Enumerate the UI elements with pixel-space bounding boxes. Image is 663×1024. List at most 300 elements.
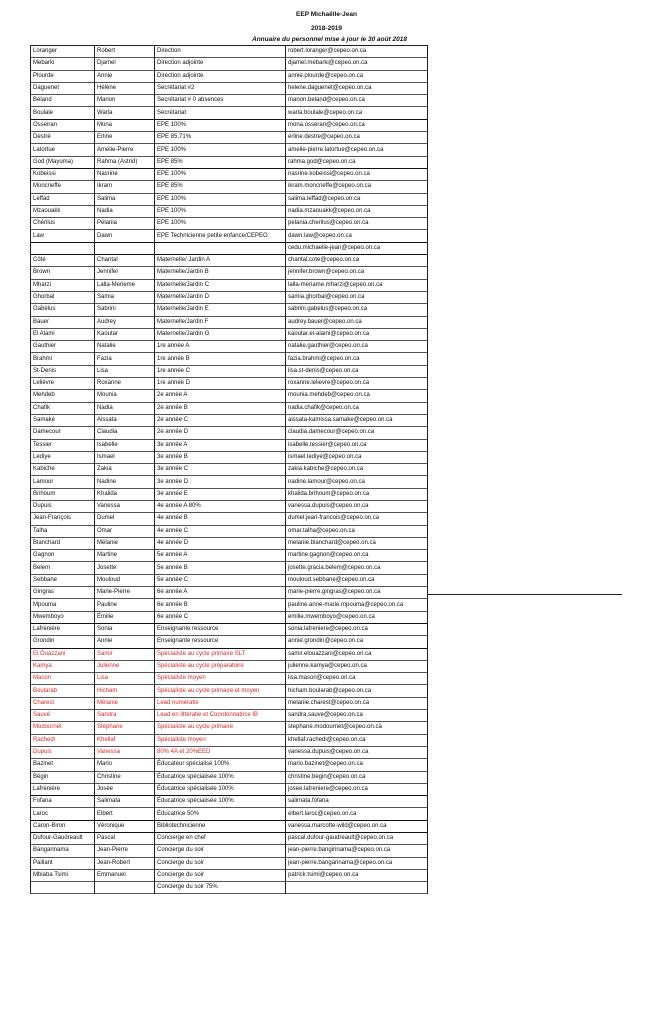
first-name-cell: Jean-Robert [95, 857, 155, 869]
table-row [31, 267, 428, 279]
table-row [31, 328, 428, 340]
last-name-cell: Bangarinama [31, 845, 95, 857]
table-row [31, 722, 428, 734]
role-cell: EPE 100% [155, 193, 286, 205]
role-cell: 4e année C [155, 525, 286, 537]
table-row [31, 697, 428, 709]
role-cell: EPE 85% [155, 156, 286, 168]
email-cell: lisa.mason@cepeo.on.ca [286, 673, 428, 685]
email-cell: mounia.mehdeb@cepeo.on.ca [286, 390, 428, 402]
last-name-cell: Mpouma [31, 599, 95, 611]
last-name-cell: Chérilus [31, 218, 95, 230]
table-row [31, 513, 428, 525]
email-cell: manon.beland@cepeo.on.ca [286, 95, 428, 107]
email-cell: khellaf.rachedi@cepeo.on.ca [286, 734, 428, 746]
table-row [31, 685, 428, 697]
role-cell: EPE Technicienne petite enfance/CEPEO [155, 230, 286, 242]
email-cell: aissata-kamissa.samake@cepeo.on.ca [286, 414, 428, 426]
email-cell: pelania.cherilus@cepeo.on.ca [286, 218, 428, 230]
last-name-cell [31, 242, 95, 254]
table-row [31, 771, 428, 783]
role-cell: Maternelle/Jardin B [155, 267, 286, 279]
table-row [31, 414, 428, 426]
role-cell: Concierge du soir [155, 857, 286, 869]
email-cell: salimata.fofana [286, 796, 428, 808]
first-name-cell: Natalie [95, 341, 155, 353]
email-cell: lalla-meriame.mharzi@cepeo.on.ca [286, 279, 428, 291]
role-cell: 1re année D [155, 378, 286, 390]
role-cell: Secrétariat # 0 absences [155, 95, 286, 107]
staff-directory-table [30, 45, 428, 894]
email-cell: stephane.modournet@cepeo.on.ca [286, 722, 428, 734]
email-cell: audrey.bauer@cepeo.on.ca [286, 316, 428, 328]
role-cell: EPE 100% [155, 218, 286, 230]
table-row [31, 181, 428, 193]
table-row [31, 857, 428, 869]
role-cell: Direction adjointe [155, 70, 286, 82]
first-name-cell: Hélène [95, 82, 155, 94]
role-cell: Spécialiste au cycle primaire et moyen [155, 685, 286, 697]
email-cell: erline.destre@cepeo.on.ca [286, 132, 428, 144]
table-row [31, 833, 428, 845]
table-row [31, 402, 428, 414]
table-row [31, 623, 428, 635]
email-cell: hicham.boularab@cepeo.on.ca [286, 685, 428, 697]
table-row [31, 783, 428, 795]
email-cell: helene.daguenet@cepeo.on.ca [286, 82, 428, 94]
role-cell: EPE 85% [155, 181, 286, 193]
last-name-cell: Lelièvre [31, 378, 95, 390]
first-name-cell [95, 242, 155, 254]
role-cell: Spécialiste au cycle préparatoire [155, 660, 286, 672]
role-cell: 3e année B [155, 451, 286, 463]
email-cell: nasrine.kobeissi@cepeo.on.ca [286, 168, 428, 180]
email-cell: jean-pierre.bangirinama@cepeo.on.ca [286, 845, 428, 857]
role-cell: Maternelle/Jardin D [155, 291, 286, 303]
last-name-cell: Moncrieffe [31, 181, 95, 193]
last-name-cell: Sebbane [31, 574, 95, 586]
first-name-cell: Stéphane [95, 722, 155, 734]
role-cell: Concierge du soir 75% [155, 882, 286, 894]
first-name-cell: Nadia [95, 205, 155, 217]
email-cell: sandra.sauve@cepeo.on.ca [286, 710, 428, 722]
first-name-cell: Nadine [95, 476, 155, 488]
last-name-cell: Sauvé [31, 710, 95, 722]
table-row [31, 378, 428, 390]
last-name-cell: Law [31, 230, 95, 242]
school-title: EEP Michaëlle-Jean [296, 11, 357, 18]
last-name-cell: Kabiche [31, 464, 95, 476]
email-cell: christine.begin@cepeo.on.ca [286, 771, 428, 783]
email-cell: marie-pierre.gingras@cepeo.on.ca [286, 587, 428, 599]
table-row [31, 525, 428, 537]
first-name-cell: Robert [95, 46, 155, 58]
email-cell: natalie.gauthier@cepeo.on.ca [286, 341, 428, 353]
last-name-cell: Lafrenière [31, 783, 95, 795]
role-cell: EPE 100% [155, 168, 286, 180]
last-name-cell: Mbiaba Tsimi [31, 869, 95, 881]
last-name-cell: Gingras [31, 587, 95, 599]
first-name-cell: Sabrini [95, 304, 155, 316]
role-cell: Éducatrice spécialisée 100% [155, 771, 286, 783]
table-row [31, 242, 428, 254]
first-name-cell: Lisa [95, 673, 155, 685]
last-name-cell: Jean-François [31, 513, 95, 525]
email-cell: amelie-pierre.latortue@cepeo.on.ca [286, 144, 428, 156]
table-row [31, 156, 428, 168]
role-cell: 4e année B [155, 513, 286, 525]
table-row [31, 574, 428, 586]
last-name-cell: Bazinet [31, 759, 95, 771]
last-name-cell: Lamour [31, 476, 95, 488]
last-name-cell: Grondin [31, 636, 95, 648]
table-row [31, 304, 428, 316]
table-row [31, 845, 428, 857]
last-name-cell: Brahmi [31, 353, 95, 365]
first-name-cell: Chantal [95, 255, 155, 267]
first-name-cell: Khalida [95, 488, 155, 500]
table-row [31, 734, 428, 746]
email-cell: cedu.michaelle-jean@cepeo.on.ca [286, 242, 428, 254]
table-row [31, 796, 428, 808]
role-cell: 6e année A [155, 587, 286, 599]
first-name-cell: Pauline [95, 599, 155, 611]
first-name-cell: Vanessa [95, 746, 155, 758]
last-name-cell: Boularab [31, 685, 95, 697]
role-cell: Éducatrice 50% [155, 808, 286, 820]
table-row [31, 636, 428, 648]
directory-subtitle: Annuaire du personnel mise à jour le 30 août 2018 [252, 36, 407, 43]
table-row [31, 353, 428, 365]
first-name-cell: Pascal [95, 833, 155, 845]
email-cell: nadine.lamour@cepeo.on.ca [286, 476, 428, 488]
email-cell: mouloud.sebbane@cepeo.on.ca [286, 574, 428, 586]
role-cell: 2e année C [155, 414, 286, 426]
email-cell: salima.leffad@cepeo.on.ca [286, 193, 428, 205]
email-cell: annie.grondin@cepeo.on.ca [286, 636, 428, 648]
last-name-cell: Rachedi [31, 734, 95, 746]
role-cell: EPE 100% [155, 144, 286, 156]
role-cell: 2e année A [155, 390, 286, 402]
email-cell: pascal.dufour-gaudreault@cepeo.on.ca [286, 833, 428, 845]
table-row [31, 439, 428, 451]
table-row [31, 882, 428, 894]
email-cell: annie.plourde@cepeo.on.ca [286, 70, 428, 82]
first-name-cell: Claudia [95, 427, 155, 439]
last-name-cell: Paillant [31, 857, 95, 869]
last-name-cell: Kobeissi [31, 168, 95, 180]
first-name-cell: Isabelle [95, 439, 155, 451]
email-cell: josee.lafreniere@cepeo.on.ca [286, 783, 428, 795]
role-cell: 5e année C [155, 574, 286, 586]
last-name-cell: Blanchard [31, 537, 95, 549]
email-cell: khalida.brihoum@cepeo.on.ca [286, 488, 428, 500]
first-name-cell: Ismael [95, 451, 155, 463]
last-name-cell: Laroc [31, 808, 95, 820]
table-row [31, 132, 428, 144]
table-row [31, 820, 428, 832]
table-row [31, 193, 428, 205]
table-row [31, 537, 428, 549]
email-cell: mario.bazinet@cepeo.on.ca [286, 759, 428, 771]
role-cell: Concierge du soir [155, 869, 286, 881]
role-cell: 6e année C [155, 611, 286, 623]
first-name-cell: Amélie-Pierre [95, 144, 155, 156]
email-cell: vanessa.marcotte-wild@cepeo.on.ca [286, 820, 428, 832]
table-row [31, 451, 428, 463]
first-name-cell: Elbert [95, 808, 155, 820]
table-row [31, 255, 428, 267]
last-name-cell: St-Denis [31, 365, 95, 377]
role-cell: 3e année D [155, 476, 286, 488]
table-row [31, 168, 428, 180]
table-row [31, 316, 428, 328]
email-cell: samir.elouazzani@cepeo.on.ca [286, 648, 428, 660]
first-name-cell: Josée [95, 783, 155, 795]
first-name-cell: Kaoutar [95, 328, 155, 340]
last-name-cell: Gauthier [31, 341, 95, 353]
first-name-cell: Mouloud [95, 574, 155, 586]
table-row [31, 759, 428, 771]
email-cell: melanie.charest@cepeo.on.ca [286, 697, 428, 709]
first-name-cell: Rahma (Astrid) [95, 156, 155, 168]
first-name-cell: Emmanuel [95, 869, 155, 881]
last-name-cell: Brown [31, 267, 95, 279]
last-name-cell: Bégin [31, 771, 95, 783]
last-name-cell: Ghorbal [31, 291, 95, 303]
table-row [31, 562, 428, 574]
school-year: 2018-2019 [310, 25, 343, 32]
email-cell: samia.ghorbal@cepeo.on.ca [286, 291, 428, 303]
table-row [31, 869, 428, 881]
last-name-cell: Béland [31, 95, 95, 107]
first-name-cell: Mario [95, 759, 155, 771]
last-name-cell: Dupuis [31, 746, 95, 758]
table-row [31, 500, 428, 512]
first-name-cell: Vanessa [95, 500, 155, 512]
role-cell: Concierge en chef [155, 833, 286, 845]
last-name-cell: Boulale [31, 107, 95, 119]
table-row [31, 427, 428, 439]
email-cell: fazia.brahmi@cepeo.on.ca [286, 353, 428, 365]
first-name-cell: Mounia [95, 390, 155, 402]
last-name-cell: Gabélus [31, 304, 95, 316]
role-cell: EPE 100% [155, 119, 286, 131]
email-cell: zakia.kabiche@cepeo.on.ca [286, 464, 428, 476]
last-name-cell: Dufour-Gaudreault [31, 833, 95, 845]
first-name-cell: Lisa [95, 365, 155, 377]
email-cell: emilie.mwemboyo@cepeo.on.ca [286, 611, 428, 623]
first-name-cell: Christine [95, 771, 155, 783]
last-name-cell: Gagnon [31, 550, 95, 562]
role-cell: 2e année B [155, 402, 286, 414]
last-name-cell: Caron-Biron [31, 820, 95, 832]
first-name-cell: Pélania [95, 218, 155, 230]
role-cell: EPE 100% [155, 205, 286, 217]
first-name-cell: Julienne [95, 660, 155, 672]
first-name-cell: Sandra [95, 710, 155, 722]
first-name-cell: Fazia [95, 353, 155, 365]
email-cell: lisa.st-denis@cepeo.on.ca [286, 365, 428, 377]
role-cell: Concierge du soir [155, 845, 286, 857]
table-row [31, 365, 428, 377]
last-name-cell: Mehdeb [31, 390, 95, 402]
table-row [31, 673, 428, 685]
role-cell: Enseignante ressource [155, 623, 286, 635]
email-cell: rahma.god@cepeo.on.ca [286, 156, 428, 168]
role-cell: 4e année D [155, 537, 286, 549]
role-cell: Spécialiste au cycle primaire SLT [155, 648, 286, 660]
last-name-cell: Tessier [31, 439, 95, 451]
email-cell: dawn.law@cepeo.on.ca [286, 230, 428, 242]
first-name-cell: Khellaf [95, 734, 155, 746]
last-name-cell: Mebarki [31, 58, 95, 70]
first-name-cell: Martine [95, 550, 155, 562]
role-cell: Maternelle/Jardin G [155, 328, 286, 340]
first-name-cell: Émilie [95, 611, 155, 623]
last-name-cell: God (Mayuma) [31, 156, 95, 168]
role-cell: 80% 4A et 20%EED [155, 746, 286, 758]
role-cell: Maternelle/Jardin F [155, 316, 286, 328]
email-cell: kaoutar.el-alami@cepeo.on.ca [286, 328, 428, 340]
first-name-cell: Lalla-Merieme [95, 279, 155, 291]
role-cell: Bibliotechnicienne [155, 820, 286, 832]
last-name-cell: Mason [31, 673, 95, 685]
email-cell: martine.gagnon@cepeo.on.ca [286, 550, 428, 562]
role-cell: Éducatrice spécialisée 100% [155, 796, 286, 808]
email-cell: dumel.jean-francois@cepeo.on.ca [286, 513, 428, 525]
first-name-cell: Omar [95, 525, 155, 537]
last-name-cell: Lafrenière [31, 623, 95, 635]
table-row [31, 464, 428, 476]
table-row [31, 476, 428, 488]
table-row [31, 144, 428, 156]
last-name-cell: Côté [31, 255, 95, 267]
last-name-cell: Samaké [31, 414, 95, 426]
email-cell: sabrini.gabelus@cepeo.on.ca [286, 304, 428, 316]
email-cell: sonia.lafreniere@cepeo.on.ca [286, 623, 428, 635]
role-cell: 1re année C [155, 365, 286, 377]
role-cell: Enseignante ressource [155, 636, 286, 648]
table-row [31, 218, 428, 230]
first-name-cell: Erline [95, 132, 155, 144]
role-cell: 3e année E [155, 488, 286, 500]
first-name-cell: Hicham [95, 685, 155, 697]
table-row [31, 119, 428, 131]
last-name-cell: Brihoum [31, 488, 95, 500]
first-name-cell: Salima [95, 193, 155, 205]
first-name-cell: Dumel [95, 513, 155, 525]
email-cell: vanessa.dupuis@cepeo.on.ca [286, 500, 428, 512]
role-cell: 2e année D [155, 427, 286, 439]
table-row [31, 107, 428, 119]
table-row [31, 70, 428, 82]
first-name-cell: Jean-Pierre [95, 845, 155, 857]
role-cell: Éducatrice spécialisée 100% [155, 783, 286, 795]
last-name-cell: Mzaouakk [31, 205, 95, 217]
table-row [31, 746, 428, 758]
email-cell: nadia.mzaouakk@cepeo.on.ca [286, 205, 428, 217]
email-cell: robert.loranger@cepeo.on.ca [286, 46, 428, 58]
role-cell: 5e année B [155, 562, 286, 574]
email-cell: pauline.anne-marie.mpouma@cepeo.on.ca [286, 599, 428, 611]
table-row [31, 341, 428, 353]
last-name-cell [31, 882, 95, 894]
table-row [31, 46, 428, 58]
last-name-cell: Leffad [31, 193, 95, 205]
role-cell: 3e année A [155, 439, 286, 451]
table-row [31, 587, 428, 599]
first-name-cell: Mélanie [95, 697, 155, 709]
first-name-cell: Annie [95, 636, 155, 648]
role-cell: Lead en littératie et Coordonnatrice IB [155, 710, 286, 722]
first-name-cell: Aissata [95, 414, 155, 426]
last-name-cell: Plourde [31, 70, 95, 82]
table-row [31, 58, 428, 70]
table-row [31, 611, 428, 623]
last-name-cell: El Ouazzani [31, 648, 95, 660]
first-name-cell: Mélanie [95, 537, 155, 549]
table-row [31, 599, 428, 611]
staff-directory-body [31, 46, 428, 894]
first-name-cell: Dawn [95, 230, 155, 242]
role-cell: Secrétariat #2 [155, 82, 286, 94]
table-row [31, 95, 428, 107]
last-name-cell: Belem [31, 562, 95, 574]
table-row [31, 550, 428, 562]
email-cell: nadia.chafik@cepeo.on.ca [286, 402, 428, 414]
first-name-cell: Jennifer [95, 267, 155, 279]
first-name-cell: Samir [95, 648, 155, 660]
first-name-cell: Marie-Pierre [95, 587, 155, 599]
email-cell: isabelle.tessier@cepeo.on.ca [286, 439, 428, 451]
email-cell: josette.gracia.belem@cepeo.on.ca [286, 562, 428, 574]
first-name-cell: Djamel [95, 58, 155, 70]
role-cell: 3e année C [155, 464, 286, 476]
last-name-cell: Mwemboyo [31, 611, 95, 623]
first-name-cell: Annie [95, 70, 155, 82]
email-cell: warla.boulale@cepeo.on.ca [286, 107, 428, 119]
email-cell: jean-pierre.bangarinama@cepeo.on.ca [286, 857, 428, 869]
email-cell: ikram.moncrieffe@cepeo.on.ca [286, 181, 428, 193]
email-cell: elbert.laroc@cepeo.on.ca [286, 808, 428, 820]
first-name-cell: Josette [95, 562, 155, 574]
last-name-cell: Mharzi [31, 279, 95, 291]
role-cell: Spécialiste moyen [155, 673, 286, 685]
last-name-cell: Loranger [31, 46, 95, 58]
table-row [31, 291, 428, 303]
email-cell: chantal.cote@cepeo.on.ca [286, 255, 428, 267]
role-cell: Maternelle/ Jardin A [155, 255, 286, 267]
first-name-cell: Manon [95, 95, 155, 107]
role-cell [155, 242, 286, 254]
first-name-cell: Nadia [95, 402, 155, 414]
role-cell: Maternelle/Jardin E [155, 304, 286, 316]
last-name-cell: Destré [31, 132, 95, 144]
last-name-cell: Latortue [31, 144, 95, 156]
first-name-cell: Roxanne [95, 378, 155, 390]
email-cell: omar.talha@cepeo.on.ca [286, 525, 428, 537]
first-name-cell: Mona [95, 119, 155, 131]
role-cell: 4e année A 80% [155, 500, 286, 512]
last-name-cell: Modournet [31, 722, 95, 734]
role-cell: 6e année B [155, 599, 286, 611]
first-name-cell: Véronique [95, 820, 155, 832]
email-cell: vanessa.dupuis@cepeo.on.ca [286, 746, 428, 758]
role-cell: 1re année A [155, 341, 286, 353]
table-row [31, 279, 428, 291]
first-name-cell: Nasrine [95, 168, 155, 180]
